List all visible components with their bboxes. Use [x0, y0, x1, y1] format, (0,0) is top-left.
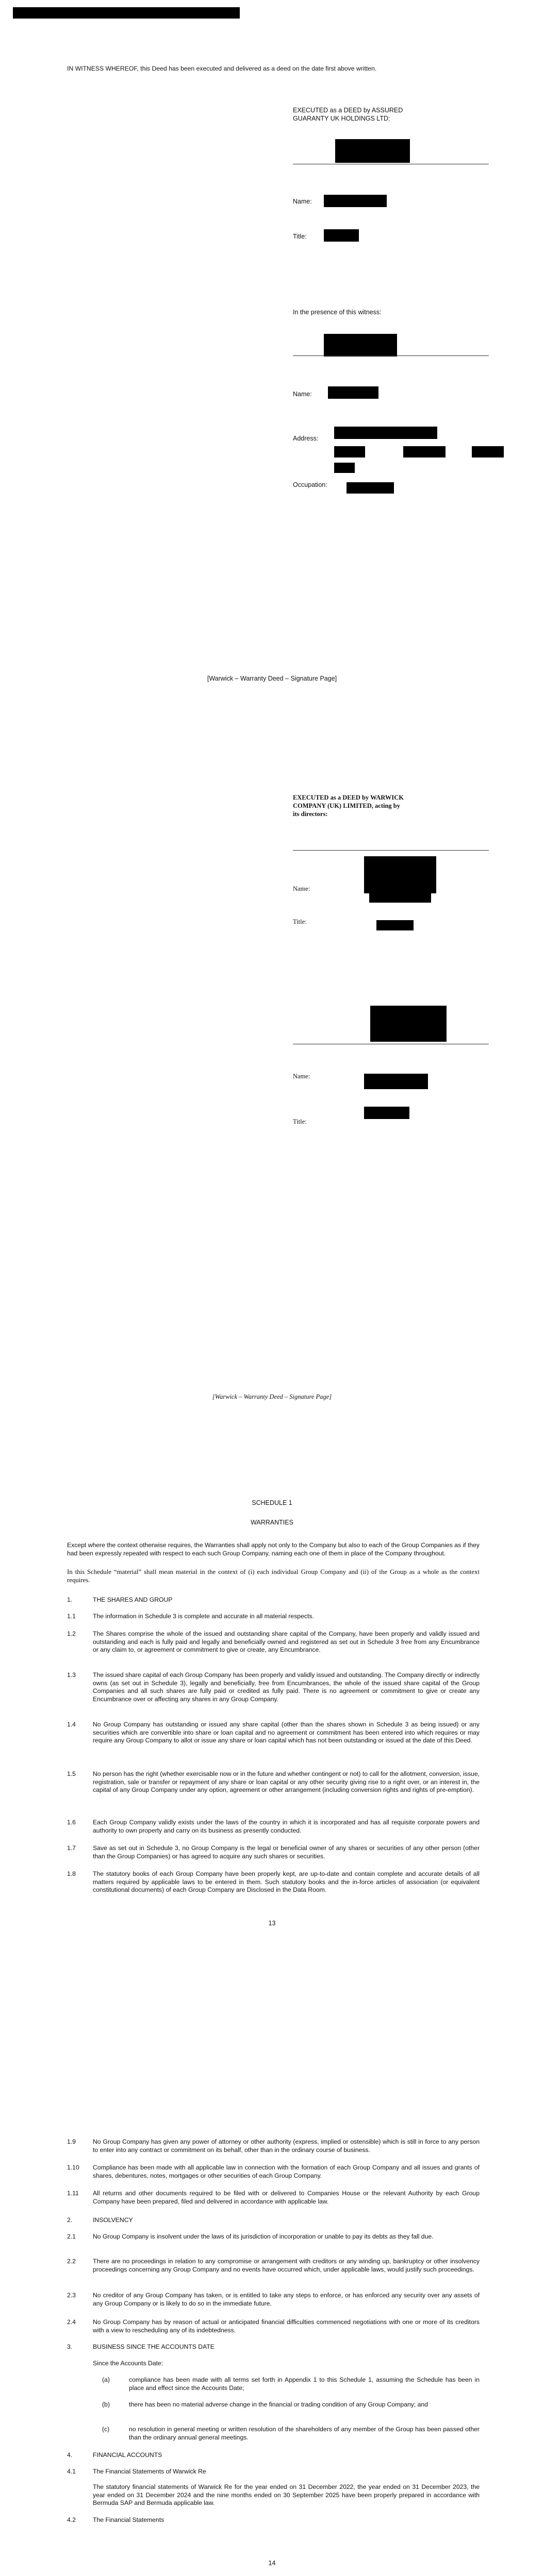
warwick-name-redaction-1	[369, 893, 431, 903]
section-2-number: 2.	[67, 2216, 73, 2224]
clause-1-10-text: Compliance has been made with all applicable law in connection with the formation of each Group Company and all issues and grants of shares, debentures, notes, mortgages or other securities of each Group Company.	[93, 2164, 480, 2179]
clause-4-1-number: 4.1	[67, 2468, 76, 2475]
witness-occupation-label: Occupation:	[293, 481, 327, 488]
warwick-name-label-2: Name:	[293, 1073, 310, 1080]
assured-executed-line2: GUARANTY UK HOLDINGS LTD:	[293, 115, 390, 122]
clause-2-4-number: 2.4	[67, 2318, 76, 2326]
witness-address-redaction-5	[334, 463, 355, 473]
clause-2-2-text: There are no proceedings in relation to any compromise or arrangement with creditors or any winding up, bankruptcy or other insolvency proceedings concerning any Group Company and no events have occurred which, under applicable laws, would justify such proceedings.	[93, 2258, 480, 2273]
warwick-signature-line-1	[293, 850, 489, 851]
witness-name-label: Name:	[293, 391, 312, 398]
clause-1-1-text: The information in Schedule 3 is complete and accurate in all material respects.	[93, 1613, 314, 1620]
clause-1-9-number: 1.9	[67, 2138, 76, 2145]
clause-2-1-text: No Group Company is insolvent under the laws of its jurisdiction of incorporation or unable to pay its debts as they fall due.	[93, 2233, 434, 2240]
clause-1-10-number: 1.10	[67, 2164, 79, 2171]
warwick-executed-line1: EXECUTED as a DEED by WARWICK	[293, 794, 404, 801]
clause-1-6-text: Each Group Company validly exists under the laws of the country in which it is incorporated and has all requisite corporate powers and authority to own property and carry on its business as presently conducted.	[93, 1819, 480, 1834]
clause-4-2-title: The Financial Statements	[93, 2516, 164, 2523]
section-3-title: BUSINESS SINCE THE ACCOUNTS DATE	[93, 2343, 215, 2350]
clause-1-3-number: 1.3	[67, 1671, 76, 1679]
warwick-title-redaction-1	[376, 920, 414, 930]
witness-address-redaction-1	[334, 427, 437, 439]
section-2-title: INSOLVENCY	[93, 2216, 133, 2224]
signature-page-caption-2: [Warwick – Warranty Deed – Signature Page]	[212, 1393, 332, 1400]
clause-3-b-text: there has been no material adverse change in the financial or trading condition of any Group Company; and	[129, 2401, 428, 2408]
clause-1-4-number: 1.4	[67, 1721, 76, 1728]
clause-2-4-text: No Group Company has by reason of actual or anticipated financial difficulties commenced negotiations with one or more of its creditors with a view to rescheduling any of its indebtedness.	[93, 2318, 480, 2334]
assured-signature-redaction	[335, 139, 410, 163]
witness-address-redaction-2	[334, 446, 365, 457]
witness-occupation-redaction	[347, 482, 394, 494]
clause-1-11-text: All returns and other documents required to be filed with or delivered to Companies House or the relevant Authority by each Group Company have been prepared, filed and delivered in accordance with applicable law.	[93, 2190, 480, 2205]
clause-2-1-number: 2.1	[67, 2233, 76, 2240]
page-number-13: 13	[268, 1920, 276, 1927]
warwick-executed-line2: COMPANY (UK) LIMITED, acting by	[293, 802, 400, 809]
section-4-number: 4.	[67, 2451, 73, 2459]
schedule-intro-1: Except where the context otherwise requires, the Warranties shall apply not only to the Company but also to each of the Group Companies as if they had been expressly repeated with respect to each such Group Company, naming each one of them in place of the Company throughout.	[67, 1541, 480, 1557]
clause-1-2-number: 1.2	[67, 1630, 76, 1637]
warwick-name-label-1: Name:	[293, 885, 310, 892]
witness-clause: IN WITNESS WHEREOF, this Deed has been executed and delivered as a deed on the date first above written.	[67, 65, 377, 72]
clause-1-7-number: 1.7	[67, 1844, 76, 1852]
clause-2-3-number: 2.3	[67, 2292, 76, 2299]
warwick-title-redaction-2	[364, 1107, 409, 1119]
assured-executed-line1: EXECUTED as a DEED by ASSURED	[293, 107, 403, 114]
warwick-title-label-2: Title:	[293, 1118, 307, 1125]
warwick-title-label-1: Title:	[293, 918, 307, 925]
clause-3-c-number: (c)	[102, 2426, 110, 2433]
section-4-title: FINANCIAL ACCOUNTS	[93, 2451, 162, 2459]
clause-2-2-number: 2.2	[67, 2258, 76, 2265]
header-redaction	[13, 7, 240, 19]
warwick-signature-redaction-1	[364, 856, 436, 893]
clause-4-2-number: 4.2	[67, 2516, 76, 2523]
clause-1-7-text: Save as set out in Schedule 3, no Group Company is the legal or beneficial owner of any shares or securities of any other person (other than the Group Companies) or has agreed to acquire any such shares or securities.	[93, 1844, 480, 1860]
clause-1-3-text: The issued share capital of each Group Company has been properly and validly issued and outstanding. The Company directly or indirectly owns (as set out in Schedule 3), legally and beneficially, free from Encumbrances, the whole of the issued share capital of the Group Companies and all such shares are fully paid or credited as fully paid. There is no agreement or commitment to give or create any Encumbrance over or affecting any shares in any Group Company.	[93, 1671, 480, 1703]
clause-1-5-number: 1.5	[67, 1770, 76, 1777]
warwick-executed-line3: its directors:	[293, 810, 328, 818]
clause-1-4-text: No Group Company has outstanding or issued any share capital (other than the shares shown in Schedule 3 as being issued) or any securities which are convertible into share or loan capital and no agreement or commitment has been entered into which requires or may require any Group Company to allot or issue any share or loan capital which has not been outstanding or issued at the date of this Deed.	[93, 1721, 480, 1744]
page-number-14: 14	[268, 2560, 276, 2567]
section-3-number: 3.	[67, 2343, 73, 2350]
section-1-title: THE SHARES AND GROUP	[93, 1596, 173, 1603]
signature-page-caption-1: [Warwick – Warranty Deed – Signature Page]	[207, 675, 337, 682]
clause-1-8-number: 1.8	[67, 1870, 76, 1877]
schedule-subtitle: WARRANTIES	[251, 1519, 293, 1526]
clause-3-b-number: (b)	[102, 2401, 110, 2408]
clause-3-c-text: no resolution in general meeting or written resolution of the shareholders of any member of the Group has been passed other than the ordinary annual general meetings.	[129, 2426, 480, 2441]
witness-address-redaction-3	[403, 446, 446, 457]
clause-1-2-text: The Shares comprise the whole of the issued and outstanding share capital of the Company, have been properly and validly issued and outstanding and each is fully paid and legally and beneficially owned and registered as set out in Schedule 3 free from any Encumbrance or any claim to, or agreement or commitment to give or create, any Encumbrance.	[93, 1630, 480, 1653]
schedule-intro-2: In this Schedule “material” shall mean material in the context of (i) each individual Group Company and (ii) of the Group as a whole as the context requires.	[67, 1568, 480, 1584]
section-1-number: 1.	[67, 1596, 73, 1603]
schedule-title: SCHEDULE 1	[252, 1499, 292, 1506]
clause-2-3-text: No creditor of any Group Company has taken, or is entitled to take any steps to enforce, or has enforced any security over any assets of any Group Company or is likely to do so in the immediate future.	[93, 2292, 480, 2307]
clause-3-intro: Since the Accounts Date:	[93, 2360, 163, 2367]
witness-presence: In the presence of this witness:	[293, 309, 382, 316]
clause-3-a-text: compliance has been made with all terms set forth in Appendix 1 to this Schedule 1, assuming the Schedule has been in place and effect since the Accounts Date;	[129, 2376, 480, 2392]
clause-1-8-text: The statutory books of each Group Company have been properly kept, are up-to-date and contain complete and accurate details of all matters required by applicable laws to be entered in them. Such statutory books and the in-force articles of association (or equivalent constitutional documents) of each Group Company are Disclosed in the Data Room.	[93, 1870, 480, 1893]
assured-name-label: Name:	[293, 198, 312, 205]
assured-title-redaction	[324, 229, 359, 242]
warwick-signature-redaction-2	[370, 1006, 447, 1042]
clause-1-9-text: No Group Company has given any power of attorney or other authority (express, implied or ostensible) which is still in force to any person to enter into any contract or commitment on its behalf, other than in the ordinary course of business.	[93, 2138, 480, 2154]
clause-3-a-number: (a)	[102, 2376, 110, 2383]
witness-address-redaction-4	[472, 446, 504, 457]
witness-signature-redaction	[324, 334, 397, 357]
clause-4-1-text: The statutory financial statements of Warwick Re for the year ended on 31 December 2022, the year ended on 31 December 2023, the year ended on 31 December 2024 and the nine months ended on 30 September 2025 have been properly prepared in accordance with Bermuda SAP and Bermuda applicable law.	[93, 2483, 480, 2506]
clause-1-11-number: 1.11	[67, 2190, 79, 2197]
assured-name-redaction	[324, 195, 387, 207]
witness-address-label: Address:	[293, 435, 319, 442]
clause-1-6-number: 1.6	[67, 1819, 76, 1826]
clause-4-1-title: The Financial Statements of Warwick Re	[93, 2468, 206, 2475]
witness-signature-line	[293, 355, 489, 356]
witness-name-redaction	[328, 386, 378, 399]
warwick-name-redaction-2	[364, 1074, 428, 1089]
clause-1-1-number: 1.1	[67, 1613, 76, 1620]
assured-title-label: Title:	[293, 233, 307, 240]
clause-1-5-text: No person has the right (whether exercisable now or in the future and whether contingent or not) to call for the allotment, conversion, issue, registration, sale or transfer or repayment of any share or loan capital or any other security giving rise to a right over, or an interest in, the capital of any Group Company under any option, agreement or other arrangement (including conversion rights and rights of pre-emption).	[93, 1770, 480, 1793]
